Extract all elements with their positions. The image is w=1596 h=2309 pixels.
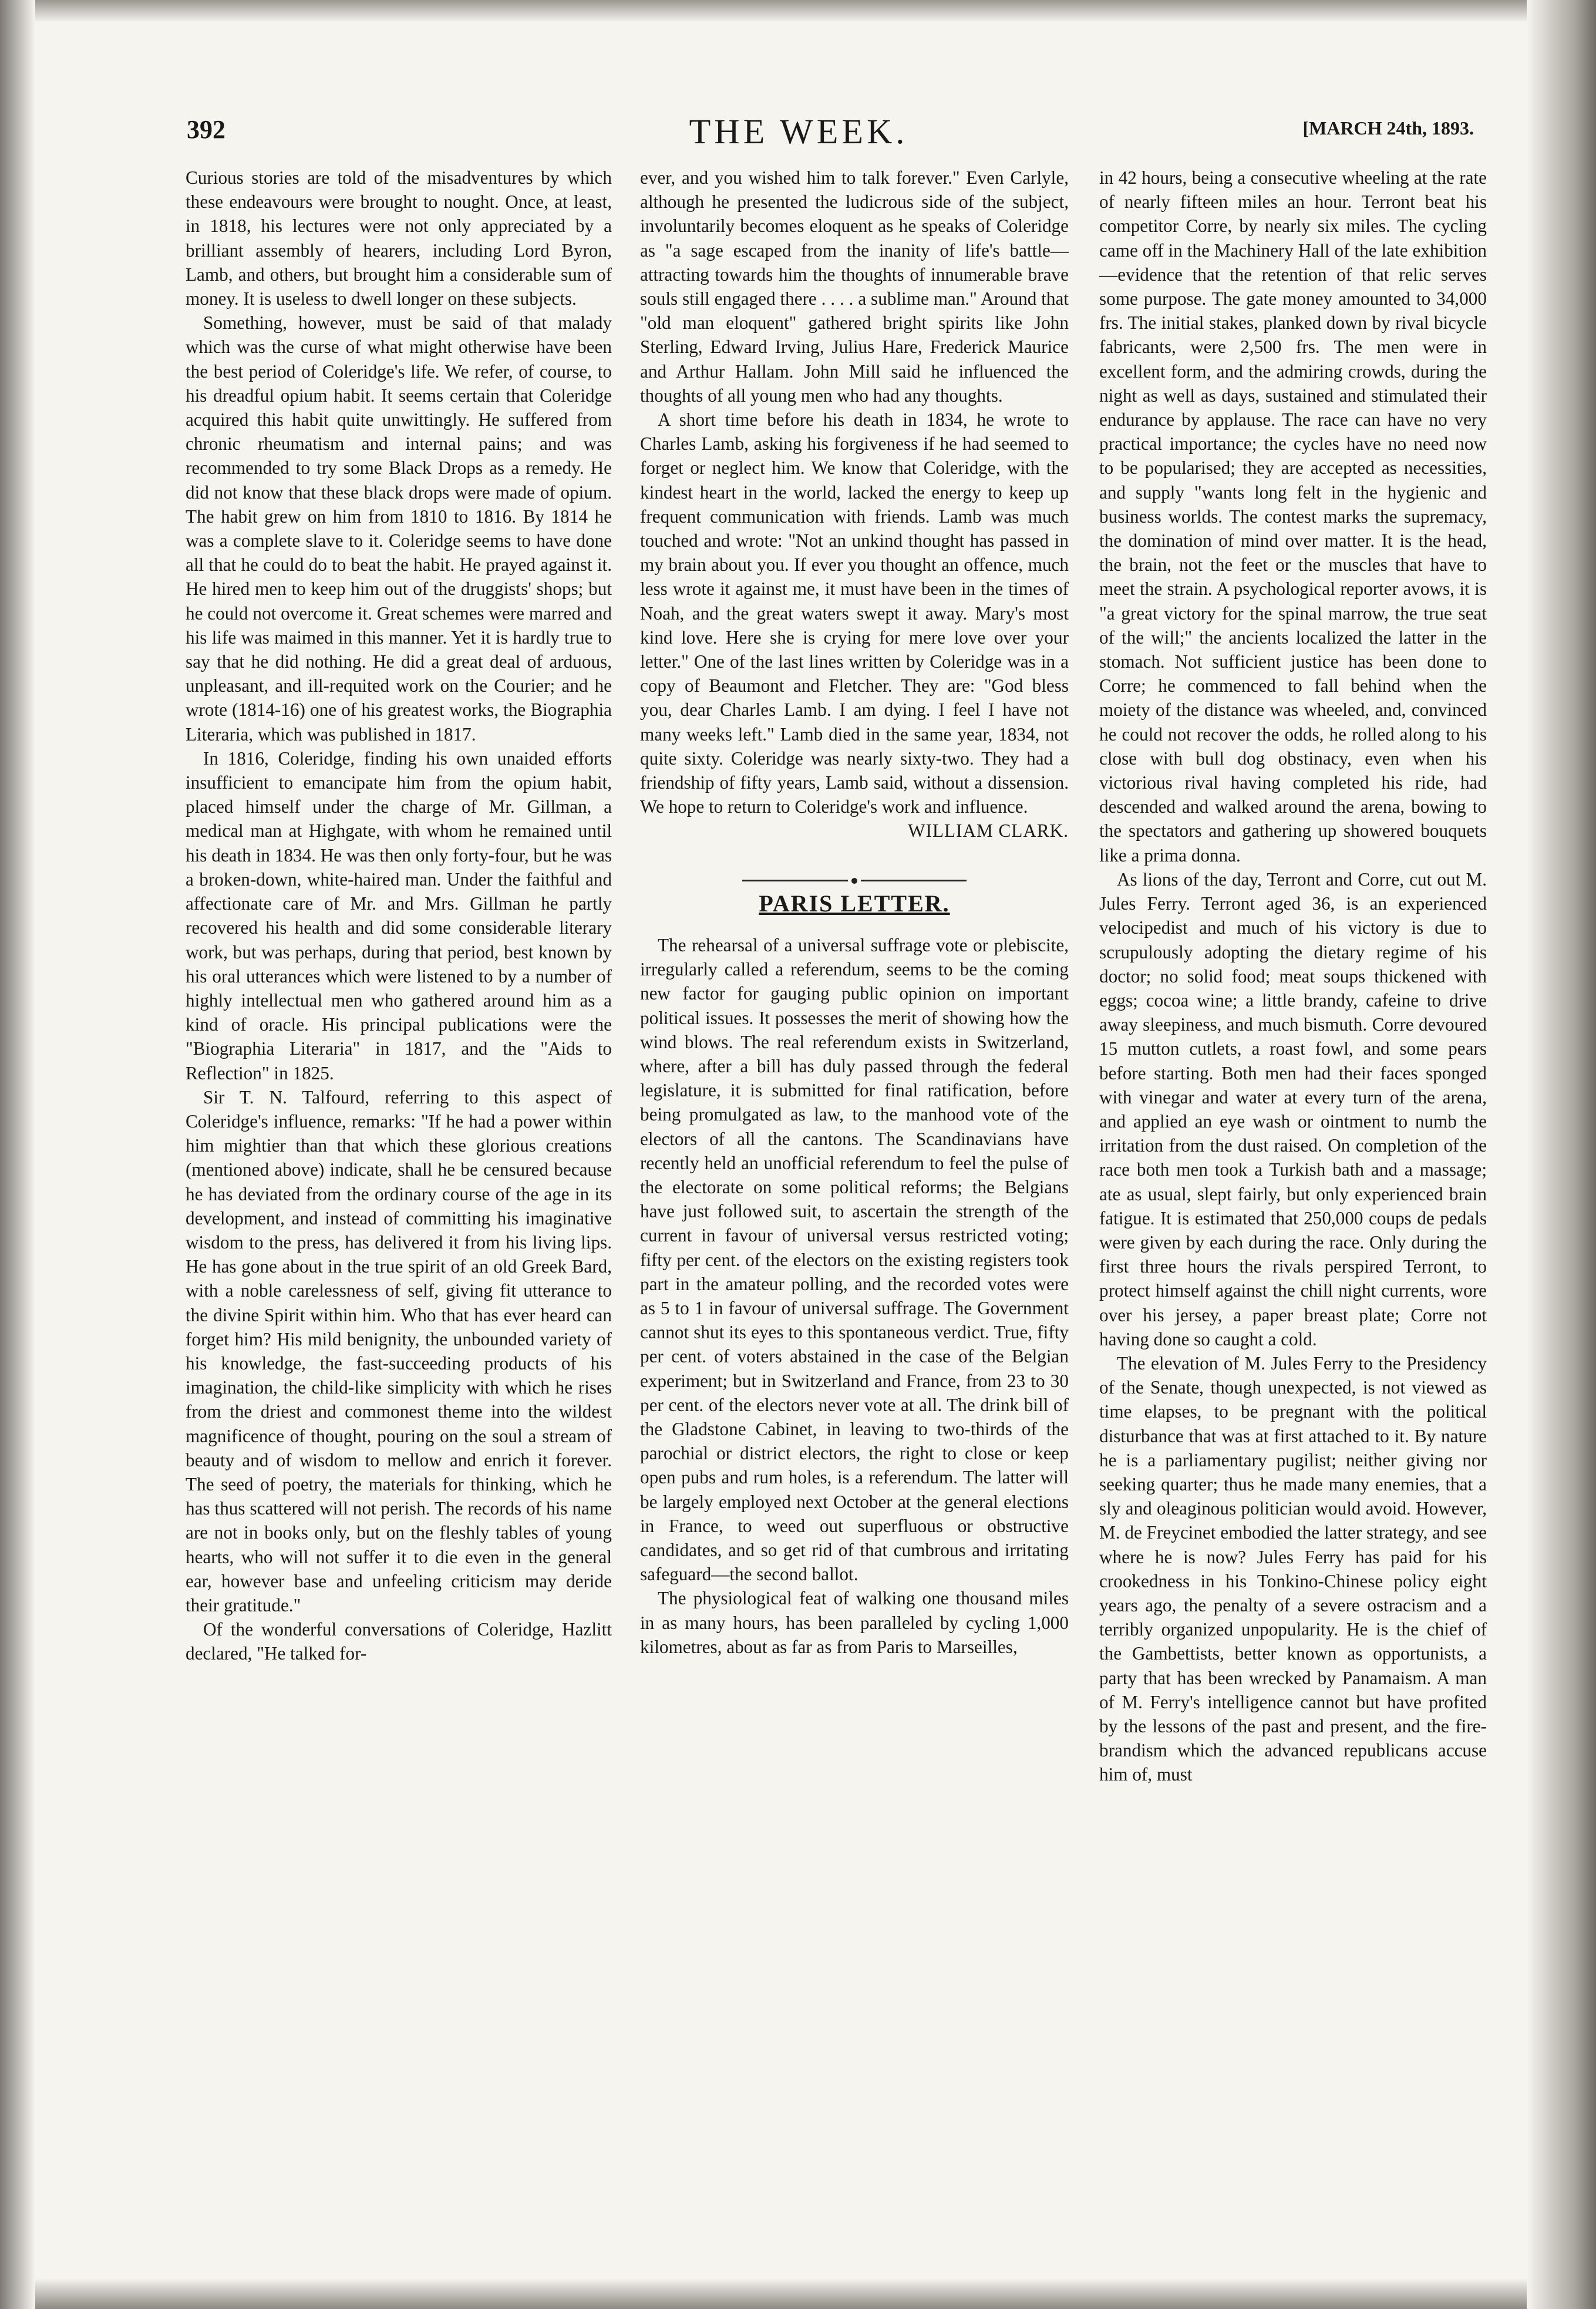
section-divider-ornament xyxy=(640,867,1069,879)
scan-shadow-right xyxy=(1527,0,1596,2309)
paragraph: The physiological feat of walking one thousand miles in as many hours, has been paralleled by cycling 1,000 kilometres, about as far as from Paris to Marseilles, xyxy=(640,1588,1069,1657)
masthead-title: THE WEEK. xyxy=(689,112,908,151)
paragraph: As lions of the day, Terront and Corre, cut out M. Jules Ferry. Terront aged 36, is an experienced velocipedist and much of his victory is due to scrupulously adopting the dietary regime of his doctor; no solid food; meat soups thickened with eggs; cocoa wine; a little brandy, cafeine to drive away sleepiness, and much bismuth. Corre devoured 15 mutton cutlets, a roast fowl, and some pears before starting. Both men had their faces sponged with vinegar and water at every turn of the arena, and applied an eye wash or ointment to numb the irritation from the dust raised. On completion of the race both men took a Turkish bath and a massage; ate as usual, slept fairly, but only experienced brain fatigue. It is estimated that 250,000 coups de pedals were given by each during the race. Only during the first three hours the rivals perspired Terront, to protect himself against the chill night currents, wore over his jersey, a paper breast plate; Corre not having done so caught a cold. xyxy=(1099,869,1487,1349)
paragraph: Of the wonderful conversations of Coleridge, Hazlitt declared, "He talked for- xyxy=(186,1619,612,1664)
scan-shadow-left xyxy=(0,0,35,2309)
column-1 xyxy=(186,166,612,1666)
paragraph: The elevation of M. Jules Ferry to the Presidency of the Senate, though unexpected, is not viewed as time elapses, to be pregnant with the political disturbance that was at first attached to it. By nature he is a parliamentary pugilist; neither giving nor seeking quarter; thus he made many enemies, that a sly and oleaginous politician would avoid. However, M. de Freycinet embodied the latter strategy, and see where he is now? Jules Ferry has paid for his crookedness in his Tonkino-Chinese policy eight years ago, the penalty of a severe ostracism and a terribly organized unpopularity. He is the chief of the Gambettists, better known as opportunists, a party that has been wrecked by Panamaism. A man of M. Ferry's intelligence cannot but have profited by the lessons of the past and present, and the fire-brandism which the advanced republicans accuse him of, must xyxy=(1099,1352,1487,1785)
paragraph: The rehearsal of a universal suffrage vote or plebiscite, irregularly called a referendum, seems to be the coming new factor for gauging public opinion on important political issues. It possesses the merit of showing how the wind blows. The real referendum exists in Switzerland, where, after a bill has duly passed through the federal legislature, it is submitted for final ratification, before being promulgated as law, to the manhood vote of the electors of all the cantons. The Scandinavians have recently held an unofficial referendum to feel the pulse of the electorate on some political reforms; the Belgians have just followed suit, to ascertain the strength of the current in favour of universal versus restricted voting; fifty per cent. of the electors on the existing registers took part in the amateur polling, and the recorded votes were as 5 to 1 in favour of universal suffrage. The Government cannot shut its eyes to this spontaneous verdict. True, fifty per cent. of voters abstained in the case of the Belgian experiment; but in Switzerland and France, from 23 to 30 per cent. of the electors never vote at all. The drink bill of the Gladstone Cabinet, in leaving to two-thirds of the parochial or district electors, the right to close or keep open pubs and rum holes, is a referendum. The latter will be largely employed next October at the general elections in France, to weed out superfluous or obstructive candidates, and so get rid of that cumbrous and irritating safeguard—the second ballot. xyxy=(640,934,1069,1585)
column-2 xyxy=(640,166,1069,1659)
paragraph: Sir T. N. Talfourd, referring to this aspect of Coleridge's influence, remarks: "If he had a power within him mightier than that which these glorious creations (mentioned above) indicate, shall he be censured because he has deviated from the ordinary course of the age in its development, and instead of committing his imaginative wisdom to the press, has delivered it from his living lips. He has gone about in the true spirit of an old Greek Bard, with a noble carelessness of self, giving fit utterance to the divine Spirit within him. Who that has ever heard can forget him? His mild benignity, the unbounded variety of his knowledge, the fast-succeeding products of his imagination, the child-like simplicity with which he rises from the driest and commonest theme into the wildest magnificence of thought, pouring on the soul a stream of beauty and of wisdom to mellow and enrich it forever. The seed of poetry, the materials for thinking, which he has thus scattered will not perish. The records of his name are not in books only, but on the fleshly tables of young hearts, who will not suffer it to die even in the general ear, however base and unfeeling criticism may deride their gratitude." xyxy=(186,1086,612,1615)
paragraph: ever, and you wished him to talk forever." Even Carlyle, although he presented the ludicrous side of the subject, involuntarily becomes eloquent as he speaks of Coleridge as "a sage escaped from the inanity of life's battle—attracting towards him the thoughts of innumerable brave souls still engaged there . . . . a sublime man." Around that "old man eloquent" gathered bright spirits like John Sterling, Edward Irving, Julius Hare, Frederick Maurice and Arthur Hallam. John Mill said he influenced the thoughts of all young men who had any thoughts. xyxy=(640,167,1069,406)
author-signature: WILLIAM CLARK. xyxy=(908,820,1069,842)
issue-date: [MARCH 24th, 1893. xyxy=(1302,117,1474,139)
column-3 xyxy=(1099,166,1487,1787)
paragraph: In 1816, Coleridge, finding his own unaided efforts insufficient to emancipate him from the opium habit, placed himself under the charge of Mr. Gillman, a medical man at Highgate, with whom he remained until his death in 1834. He was then only forty-four, but he was a broken-down, white-haired man. Under the faithful and affectionate care of Mr. and Mrs. Gillman he partly recovered his health and did some considerable literary work, but was perhaps, during that period, best known by his oral utterances which were listened to by a number of highly intellectual men who gathered around him as a kind of oracle. His principal publications were the "Biographia Literaria" in 1817, and the "Aids to Reflection" in 1825. xyxy=(186,748,612,1083)
paragraph: in 42 hours, being a consecutive wheeling at the rate of nearly fifteen miles an hour. Terront beat his competitor Corre, by nearly six miles. The cycling came off in the Machinery Hall of the late exhibition—evidence that the retention of that relic serves some purpose. The gate money amounted to 34,000 frs. The initial stakes, planked down by rival bicycle fabricants, were 2,500 frs. The men were in excellent form, and the admiring crowds, during the night as well as days, sustained and stimulated their endurance by applause. The race can have no very practical importance; the cycles have no need now to be popularised; they are accepted as necessities, and supply "wants long felt in the hygienic and business worlds. The contest marks the supremacy, the domination of mind over matter. It is the head, the brain, not the feet or the muscles that have to meet the strain. A psychological reporter avows, it is "a great victory for the spinal marrow, the true seat of the will;" the ancients localized the latter in the stomach. Not sufficient justice has been done to Corre; he commenced to fall behind when the moiety of the distance was wheeled, and, convinced he could not recover the odds, he rolled along to his close with bull dog obstinacy, even when his victorious rival having completed his ride, had descended and walked around the arena, bowing to the spectators and gathering up showered bouquets like a prima donna. xyxy=(1099,167,1487,866)
page-number: 392 xyxy=(187,115,225,144)
scan-shadow-bottom xyxy=(0,2278,1596,2309)
scan-shadow-top xyxy=(0,0,1596,22)
section-title: PARIS LETTER. xyxy=(759,890,950,917)
paragraph: A short time before his death in 1834, he wrote to Charles Lamb, asking his forgiveness if he had seemed to forget or neglect him. We know that Coleridge, with the kindest heart in the world, lacked the energy to keep up frequent communication with friends. Lamb was much touched and wrote: "Not an unkind thought has passed in my brain about you. If ever you thought an offence, much less wrote it against me, it must have been in the times of Noah, and the great waters swept it away. Mary's most kind love. Here she is crying for mere love over your letter." One of the last lines written by Coleridge was in a copy of Beaumont and Fletcher. They are: "God bless you, dear Charles Lamb. I am dying. I feel I have not many weeks left." Lamb died in the same year, 1834, not quite sixty. Coleridge was nearly sixty-two. They had a friendship of fifty years, Lamb said, without a dissension. We hope to return to Coleridge's work and influence. xyxy=(640,409,1069,817)
paragraph: Something, however, must be said of that malady which was the curse of what might otherwise have been the best period of Coleridge's life. We refer, of course, to his dreadful opium habit. It seems certain that Coleridge acquired this habit quite unwittingly. He suffered from chronic rheumatism and internal pains; and was recommended to try some Black Drops as a remedy. He did not know that these black drops were made of opium. The habit grew on him from 1810 to 1816. By 1814 he was a complete slave to it. Coleridge seems to have done all that he could do to beat the habit. He prayed against it. He hired men to keep him out of the druggists' shops; but he could not overcome it. Great schemes were marred and his life was maimed in this manner. Yet it is hardly true to say that he did nothing. He did a great deal of arduous, unpleasant, and ill-requited work on the Courier; and he wrote (1814-16) one of his greatest works, the Biographia Literaria, which was published in 1817. xyxy=(186,312,612,745)
divider-dot xyxy=(851,878,857,884)
divider-line xyxy=(861,880,967,881)
paragraph: Curious stories are told of the misadventures by which these endeavours were brought to nought. Once, at least, in 1818, his lectures were not only appreciated by a brilliant assembly of hearers, including Lord Byron, Lamb, and others, but brought him a considerable sum of money. It is useless to dwell longer on these subjects. xyxy=(186,167,612,309)
divider-line xyxy=(742,880,848,881)
